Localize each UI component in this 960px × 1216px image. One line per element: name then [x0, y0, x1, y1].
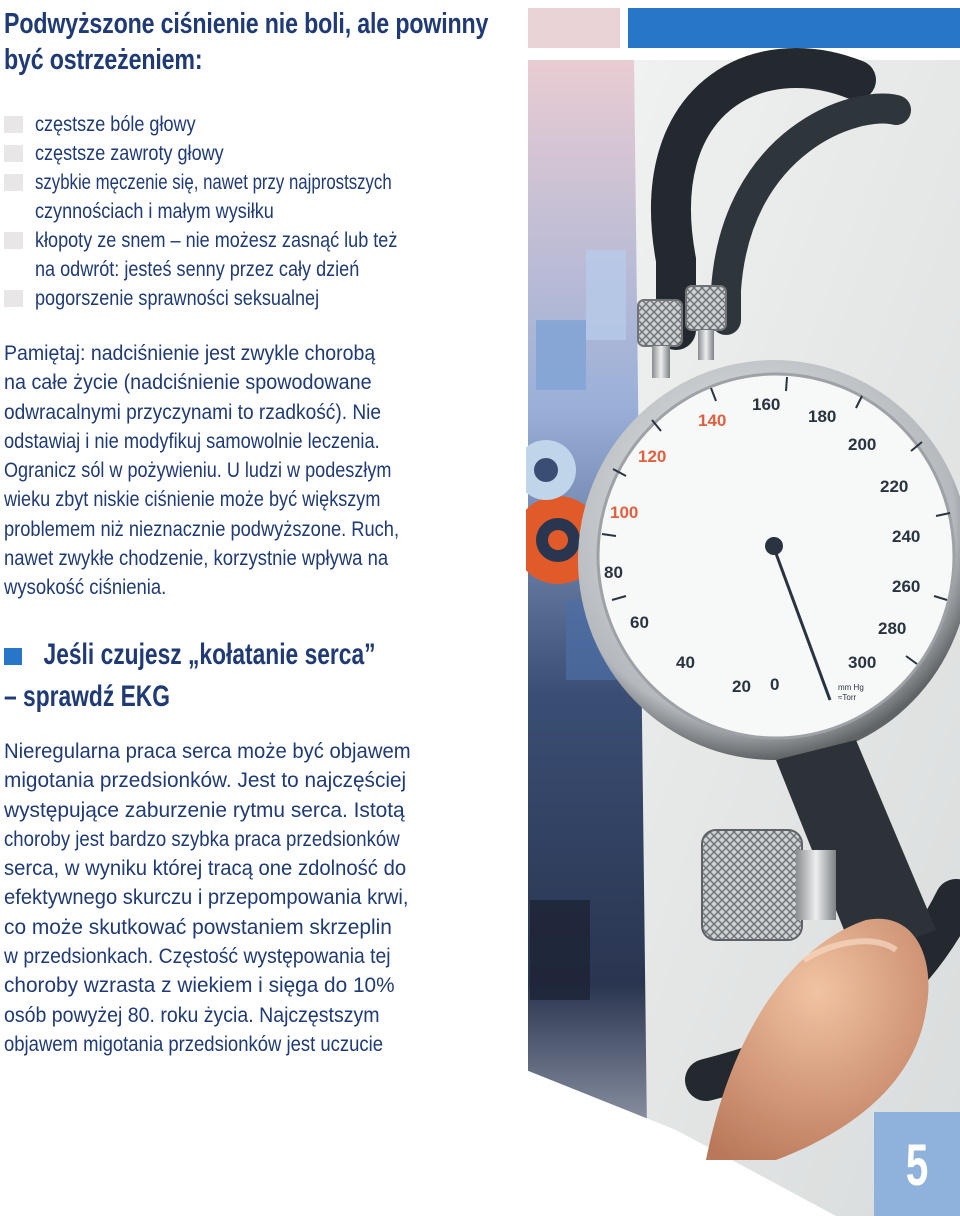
- gauge-tick-label: 260: [892, 577, 921, 596]
- connector-knob: [686, 286, 726, 330]
- bullet-square-icon: [4, 174, 23, 191]
- gauge-tick-label: 300: [848, 653, 877, 672]
- paragraph-line: w przedsionkach. Częstość występowania tej: [4, 945, 391, 969]
- headline: [4, 6, 489, 78]
- bullet-square-icon: [4, 116, 23, 133]
- gauge-unit-label: mm Hg: [838, 683, 864, 692]
- paragraph-line: Ogranicz sól w pożywieniu. U ludzi w podeszłym: [4, 459, 392, 483]
- paragraph-line: serca, w wyniku której tracą one zdolność do: [4, 857, 407, 881]
- headline-line: Podwyższone ciśnienie nie boli, ale powinny: [4, 8, 489, 40]
- connector-knob: [638, 300, 682, 346]
- paragraph-line: wysokość ciśnienia.: [4, 576, 167, 600]
- paragraph-line: na całe życie (nadciśnienie spowodowane: [4, 371, 372, 395]
- list-item-line: na odwrót: jesteś senny przez cały dzień: [35, 258, 360, 281]
- gauge-tick-label: 120: [638, 447, 667, 466]
- gauge-tick-label: 220: [880, 477, 909, 496]
- list-item-line: częstsze bóle głowy: [35, 113, 196, 136]
- paragraph-hypertension: [4, 339, 448, 603]
- list-item-line: szybkie męczenie się, nawet przy najprostszych: [35, 171, 392, 194]
- bullet-square-icon: [4, 145, 23, 162]
- symptom-list: [4, 110, 448, 313]
- gauge-tick-label: 0: [770, 675, 780, 694]
- paragraph-line: co może skutkować powstaniem skrzeplin: [4, 915, 392, 939]
- gauge-tick-label: 40: [676, 653, 695, 672]
- gauge-tick-label: 280: [878, 619, 907, 638]
- page-number-box: [874, 1112, 960, 1216]
- gauge-unit-label: ≈Torr: [838, 693, 857, 702]
- gauge-tick-label: 140: [698, 411, 727, 430]
- paragraph-line: choroby wzrasta z wiekiem i sięga do 10%: [4, 974, 395, 998]
- subheading-ekg: [4, 634, 448, 718]
- paragraph-line: osób powyżej 80. roku życia. Najczęstszym: [4, 1003, 380, 1027]
- paragraph-line: efektywnego skurczu i przepompowania krwi,: [4, 886, 409, 910]
- paragraph-arrhythmia: [4, 737, 448, 1059]
- paragraph-line: nawet zwykłe chodzenie, korzystnie wpływa na: [4, 547, 389, 571]
- list-item: [4, 139, 448, 168]
- sphygmomanometer-photo: [526, 0, 960, 1216]
- paragraph-line: objawem migotania przedsionków jest uczucie: [4, 1032, 384, 1056]
- gauge-needle-hub: [765, 537, 783, 555]
- list-item-line: kłopoty ze snem – nie możesz zasnąć lub też: [35, 229, 398, 252]
- paragraph-line: Pamiętaj: nadciśnienie jest zwykle chorobą: [4, 342, 376, 365]
- paragraph-line: odwracalnymi przyczynami to rzadkość). Nie: [4, 400, 382, 424]
- list-item: [4, 226, 448, 284]
- gauge-tick-label: 100: [610, 503, 639, 522]
- bullet-square-icon: [4, 232, 23, 249]
- subheading-line: Jeśli czujesz „kołatanie serca”: [43, 638, 376, 671]
- gauge-tick-label: 200: [848, 435, 877, 454]
- list-item-line: pogorszenie sprawności seksualnej: [35, 287, 320, 310]
- paragraph-line: Nieregularna praca serca może być objawem: [4, 740, 411, 763]
- paragraph-line: wieku zbyt niskie ciśnienie może być większym: [4, 488, 381, 512]
- valve-knob: [702, 830, 802, 940]
- list-item: [4, 110, 448, 139]
- paragraph-line: występujące zaburzenie rytmu serca. Istotą: [4, 798, 405, 822]
- paragraph-line: choroby jest bardzo szybka praca przedsionków: [4, 827, 400, 851]
- list-item: [4, 284, 448, 313]
- list-item-line: czynnościach i małym wysiłku: [35, 200, 274, 223]
- gauge-tick-label: 180: [808, 407, 837, 426]
- list-item: [4, 168, 448, 226]
- paragraph-line: migotania przedsionków. Jest to najczęściej: [4, 769, 407, 793]
- paragraph-line: problemem niż nieznacznie podwyższone. Ruch,: [4, 517, 400, 541]
- headline-line: być ostrzeżeniem:: [4, 44, 203, 76]
- gauge-tick-label: 160: [752, 395, 781, 414]
- page-number: 5: [905, 1133, 929, 1198]
- gauge-tick-label: 20: [732, 677, 751, 696]
- list-item-line: częstsze zawroty głowy: [35, 142, 224, 165]
- gauge-tick-label: 240: [892, 527, 921, 546]
- subheading-line: – sprawdź EKG: [4, 680, 170, 713]
- paragraph-line: odstawiaj i nie modyfikuj samowolnie leczenia.: [4, 429, 380, 453]
- bullet-square-icon: [4, 290, 23, 307]
- gauge-tick-label: 60: [630, 613, 649, 632]
- gauge-tick-label: 80: [604, 563, 623, 582]
